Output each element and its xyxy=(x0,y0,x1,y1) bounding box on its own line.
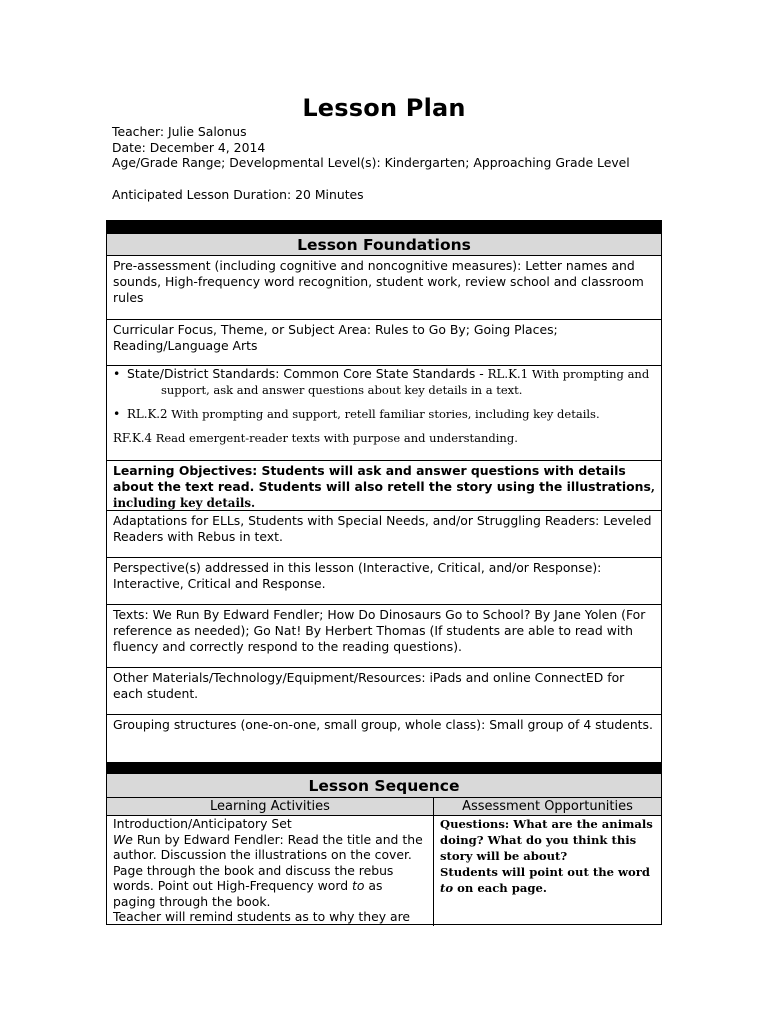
lesson-table xyxy=(106,220,662,925)
column-divider xyxy=(433,798,434,926)
perspectives-text: Perspective(s) addressed in this lesson (Interactive, Critical, and/or Response): Interactive, Critical and Response. xyxy=(113,560,602,591)
sequence-heading: Lesson Sequence xyxy=(107,774,661,798)
learning-activities-header: Learning Activities xyxy=(107,798,433,816)
preassessment-text: Pre-assessment (including cognitive and noncognitive measures): Letter names and sounds, High-frequency word recognition, student work, review school and classroom rules xyxy=(113,258,644,305)
texts-row xyxy=(107,605,661,668)
reminder-text: Teacher will remind students as to why they are xyxy=(113,909,411,924)
materials-text: Other Materials/Technology/Equipment/Resources: iPads and online ConnectED for each student. xyxy=(113,670,625,701)
curricular-row xyxy=(107,320,661,366)
standard-rlk1: • State/District Standards: Common Core State Standards - RL.K.1 With prompting and xyxy=(113,366,650,381)
materials-row xyxy=(107,668,661,715)
sequence-bar xyxy=(107,762,661,774)
standard-rfk4: RF.K.4 Read emergent-reader texts with purpose and understanding. xyxy=(113,431,518,445)
grouping-text: Grouping structures (one-on-one, small group, whole class): Small group of 4 students. xyxy=(113,717,653,732)
objectives-text-cont: , including key details. xyxy=(113,480,655,510)
intro-heading: Introduction/Anticipatory Set xyxy=(113,816,292,831)
bullet-icon: • xyxy=(113,406,121,421)
date-line: Date: December 4, 2014 xyxy=(112,140,266,155)
grouping-row xyxy=(107,715,661,762)
standards-row xyxy=(107,366,661,461)
duration-line: Anticipated Lesson Duration: 20 Minutes xyxy=(112,187,364,202)
texts-text: Texts: We Run By Edward Fendler; How Do Dinosaurs Go to School? By Jane Yolen (For reference as needed); Go Nat! By Herbert Thomas (If students are able to read with fluency and correctly respond to the reading questions). xyxy=(113,607,646,654)
assessment-questions: Questions: What are the animals doing? What do you think this story will be about? xyxy=(440,817,653,863)
intro-text: We Run by Edward Fendler: Read the title and the author. Discussion the illustrations on the cover. Page through the book and discuss the rebus words. Point out High-Frequency word to as paging through the book. xyxy=(113,831,423,909)
perspectives-row xyxy=(107,558,661,605)
objectives-text: Learning Objectives: Students will ask and answer questions with details about the text read. Students will also retell the story using the illustrations xyxy=(113,463,651,494)
age-grade-line: Age/Grade Range; Developmental Level(s): Kindergarten; Approaching Grade Level xyxy=(112,155,630,170)
bullet-icon: • xyxy=(113,366,121,381)
assessment-opportunities-header: Assessment Opportunities xyxy=(434,798,661,816)
standard-rlk1-cont: support, ask and answer questions about key details in a text. xyxy=(161,383,523,397)
assessment-point-out: Students will point out the word to on each page. xyxy=(440,865,650,895)
teacher-line: Teacher: Julie Salonus xyxy=(112,124,247,139)
adaptations-row xyxy=(107,511,661,558)
foundations-heading: Lesson Foundations xyxy=(107,234,661,256)
preassessment-row xyxy=(107,256,661,320)
learning-activities-cell xyxy=(113,816,425,925)
header-bar xyxy=(107,221,661,234)
adaptations-text: Adaptations for ELLs, Students with Special Needs, and/or Struggling Readers: Leveled Readers with Rebus in text. xyxy=(113,513,652,544)
standard-rlk2: • RL.K.2 With prompting and support, retell familiar stories, including key details. xyxy=(113,406,600,421)
page-title: Lesson Plan xyxy=(302,94,466,122)
curricular-text: Curricular Focus, Theme, or Subject Area: Rules to Go By; Going Places; Reading/Language Arts xyxy=(113,322,558,353)
assessment-cell xyxy=(440,816,655,896)
objectives-row xyxy=(107,461,661,511)
